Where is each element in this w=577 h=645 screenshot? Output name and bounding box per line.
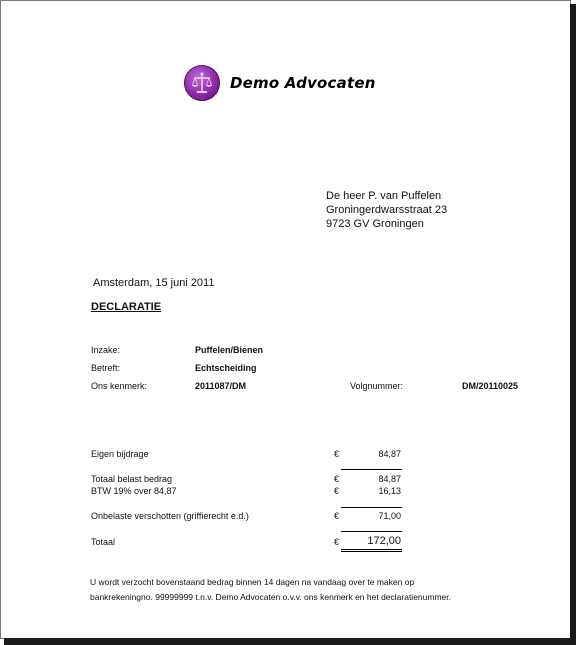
company-name: Demo Advocaten	[230, 74, 376, 92]
eigen-bijdrage-label: Eigen bijdrage	[91, 449, 149, 459]
btw-label: BTW 19% over 84,87	[91, 486, 177, 496]
page-shadow-bottom	[4, 638, 576, 645]
payment-instruction-line-2: bankrekeningno. 99999999 t.n.v. Demo Advocaten o.v.v. ons kenmerk en het declaratienummer.	[90, 592, 451, 602]
euro-sign: €	[334, 537, 340, 547]
recipient-name: De heer P. van Puffelen	[326, 190, 442, 202]
eigen-bijdrage-amount: 84,87	[378, 449, 401, 459]
total-rule-bottom-2	[341, 551, 402, 552]
kenmerk-label: Ons kenmerk:	[91, 381, 148, 391]
inzake-value: Puffelen/Bienen	[195, 345, 264, 355]
volgnummer-value: DM/20110025	[462, 381, 519, 391]
inzake-label: Inzake:	[91, 345, 121, 355]
euro-sign: €	[334, 449, 340, 459]
totaal-label: Totaal	[91, 537, 116, 547]
document-title: DECLARATIE	[91, 301, 162, 313]
verschotten-rule	[341, 507, 402, 508]
page-shadow-right	[570, 4, 576, 644]
onbelaste-verschotten-label: Onbelaste verschotten (griffierecht e.d.)	[91, 511, 249, 521]
betreft-label: Betreft:	[91, 363, 121, 373]
totaal-amount: 172,00	[367, 535, 401, 547]
recipient-postal-city: 9723 GV Groningen	[326, 218, 424, 230]
totaal-belast-amount: 84,87	[378, 474, 401, 484]
btw-amount: 16,13	[378, 486, 401, 496]
onbelaste-verschotten-amount: 71,00	[378, 511, 401, 521]
euro-sign: €	[334, 486, 340, 496]
kenmerk-value: 2011087/DM	[195, 381, 247, 391]
date-line: Amsterdam, 15 juni 2011	[93, 277, 215, 289]
recipient-street: Groningerdwarsstraat 23	[326, 204, 448, 216]
totaal-belast-label: Totaal belast bedrag	[91, 474, 173, 484]
betreft-value: Echtscheiding	[195, 363, 257, 373]
euro-sign: €	[334, 511, 340, 521]
subtotal-rule	[341, 469, 402, 470]
euro-sign: €	[334, 474, 340, 484]
volgnummer-label: Volgnummer:	[350, 381, 404, 391]
scales-of-justice-icon	[184, 65, 220, 101]
total-rule-bottom-1	[341, 549, 402, 550]
total-rule-top	[341, 531, 402, 532]
company-logo	[184, 65, 220, 101]
payment-instruction-line-1: U wordt verzocht bovenstaand bedrag binnen 14 dagen na vandaag over te maken op	[90, 577, 415, 587]
